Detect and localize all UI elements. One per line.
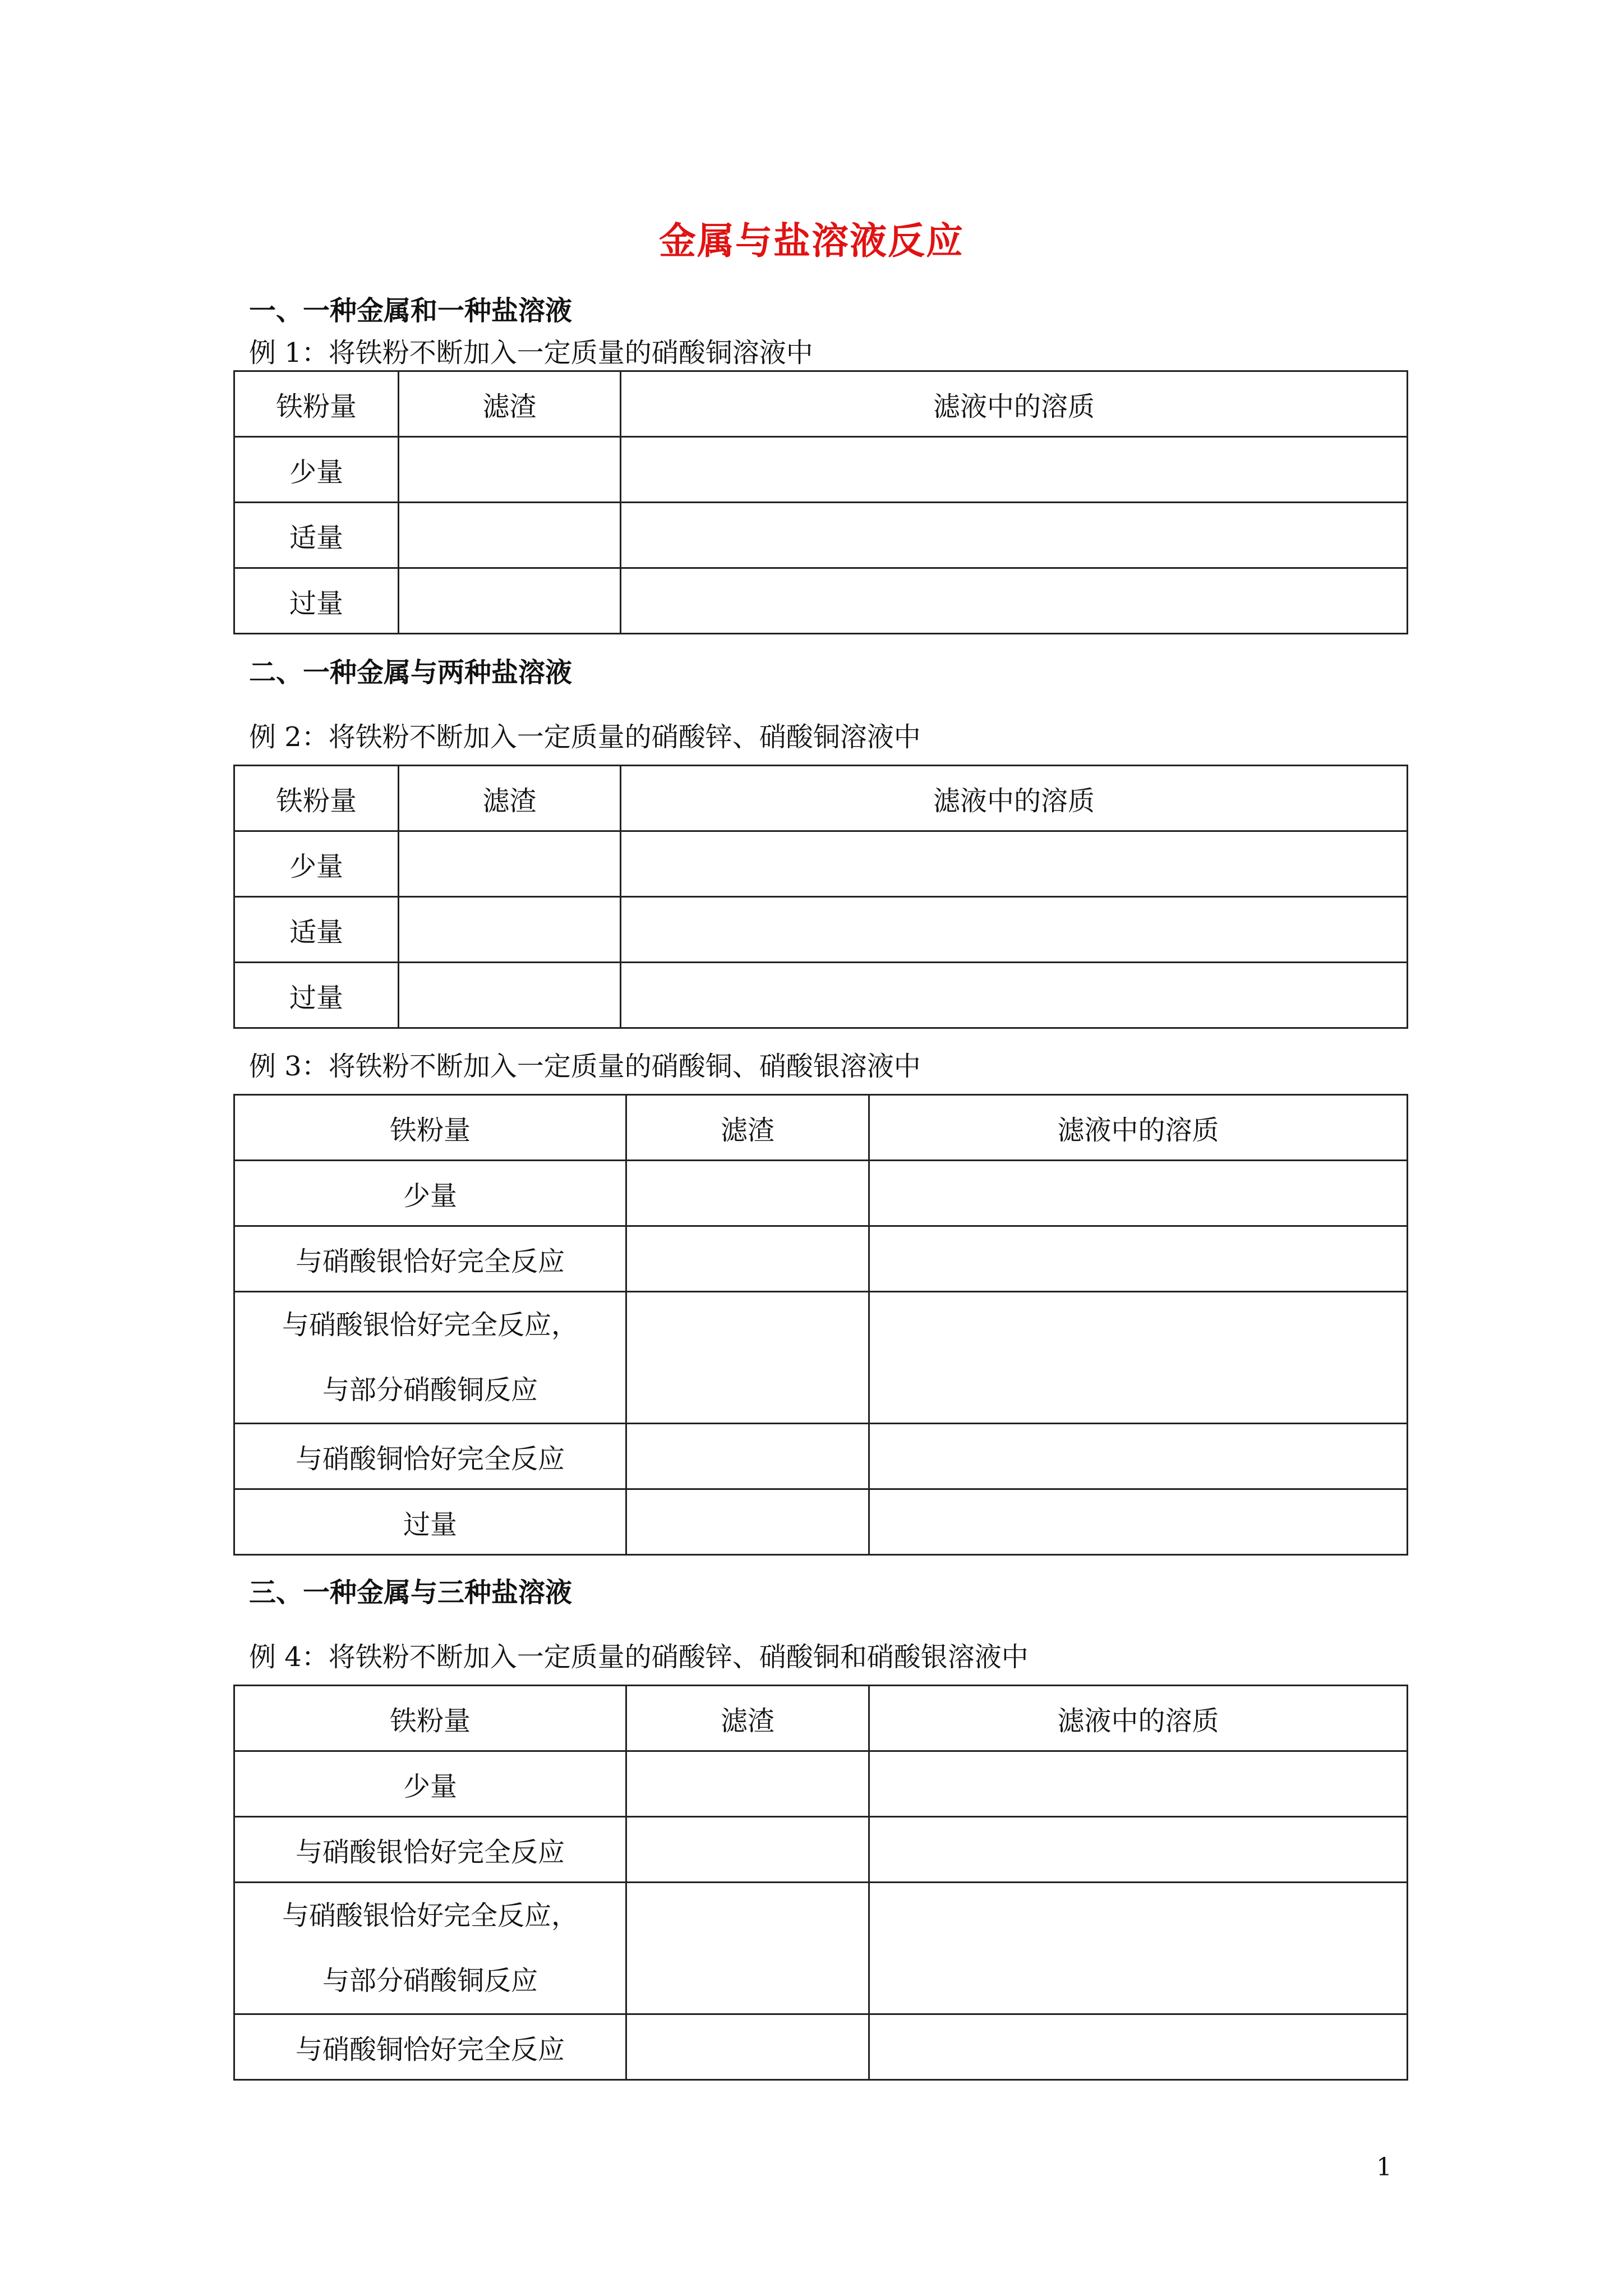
residue-cell[interactable] (626, 1292, 869, 1424)
row-label: 适量 (234, 503, 399, 568)
example-2-text: 例 2：将铁粉不断加入一定质量的硝酸锌、硝酸铜溶液中 (249, 721, 921, 753)
table-example-2 (233, 765, 1408, 1029)
row-label: 与硝酸铜恰好完全反应 (234, 2014, 626, 2080)
solute-cell[interactable] (869, 1751, 1408, 1817)
residue-cell[interactable] (399, 897, 621, 963)
example-1-text: 例 1：将铁粉不断加入一定质量的硝酸铜溶液中 (249, 337, 813, 369)
row-label: 与硝酸铜恰好完全反应 (234, 1424, 626, 1489)
row-label: 少量 (234, 831, 399, 897)
header-iron-amount: 铁粉量 (234, 1686, 626, 1751)
table-row (234, 1883, 1408, 2014)
solute-cell[interactable] (869, 1161, 1408, 1226)
row-label: 与硝酸银恰好完全反应 (234, 1226, 626, 1292)
residue-cell[interactable] (626, 1817, 869, 1883)
solute-cell[interactable] (869, 2014, 1408, 2080)
row-label-line-1: 与硝酸银恰好完全反应， (282, 1309, 578, 1341)
header-solute: 滤液中的溶质 (621, 371, 1408, 437)
row-label: 与硝酸银恰好完全反应 (234, 1817, 626, 1883)
solute-cell[interactable] (869, 1489, 1408, 1555)
solute-cell[interactable] (869, 1817, 1408, 1883)
table-row (234, 1226, 1408, 1292)
table-row (234, 1161, 1408, 1226)
table-row (234, 1292, 1408, 1424)
page-number: 1 (1376, 2153, 1392, 2182)
row-label: 适量 (234, 897, 399, 963)
section-heading-3: 三、一种金属与三种盐溶液 (249, 1577, 573, 1608)
row-label: 过量 (234, 963, 399, 1028)
table-row (234, 1424, 1408, 1489)
row-label-two-line (234, 1292, 626, 1424)
header-residue: 滤渣 (399, 371, 621, 437)
residue-cell[interactable] (626, 2014, 869, 2080)
header-iron-amount: 铁粉量 (234, 371, 399, 437)
page-title: 金属与盐溶液反应 (659, 219, 964, 263)
residue-cell[interactable] (626, 1424, 869, 1489)
table-header-row (234, 1686, 1408, 1751)
table-row (234, 568, 1408, 634)
table-example-3 (233, 1094, 1408, 1556)
solute-cell[interactable] (621, 437, 1408, 503)
row-label-line-2: 与部分硝酸铜反应 (322, 1965, 538, 1996)
table-row (234, 963, 1408, 1028)
residue-cell[interactable] (626, 1751, 869, 1817)
solute-cell[interactable] (869, 1226, 1408, 1292)
solute-cell[interactable] (621, 568, 1408, 634)
row-label: 过量 (234, 1489, 626, 1555)
residue-cell[interactable] (399, 437, 621, 503)
row-label: 少量 (234, 1751, 626, 1817)
table-header-row (234, 371, 1408, 437)
row-label: 少量 (234, 437, 399, 503)
row-label: 少量 (234, 1161, 626, 1226)
table-example-1 (233, 370, 1408, 634)
table-example-4 (233, 1685, 1408, 2081)
row-label-line-2: 与部分硝酸铜反应 (322, 1374, 538, 1406)
table-row (234, 831, 1408, 897)
residue-cell[interactable] (626, 1226, 869, 1292)
table-row (234, 1817, 1408, 1883)
table-row (234, 1751, 1408, 1817)
table-row (234, 897, 1408, 963)
header-residue: 滤渣 (626, 1686, 869, 1751)
header-residue: 滤渣 (399, 766, 621, 831)
row-label-line-1: 与硝酸银恰好完全反应， (282, 1900, 578, 1931)
residue-cell[interactable] (399, 963, 621, 1028)
table-header-row (234, 1095, 1408, 1161)
row-label-two-line (234, 1883, 626, 2014)
header-solute: 滤液中的溶质 (869, 1095, 1408, 1161)
solute-cell[interactable] (869, 1883, 1408, 2014)
residue-cell[interactable] (626, 1161, 869, 1226)
residue-cell[interactable] (399, 831, 621, 897)
table-row (234, 2014, 1408, 2080)
header-iron-amount: 铁粉量 (234, 766, 399, 831)
section-heading-2: 二、一种金属与两种盐溶液 (249, 657, 573, 688)
table-row (234, 1489, 1408, 1555)
row-label: 过量 (234, 568, 399, 634)
solute-cell[interactable] (869, 1424, 1408, 1489)
solute-cell[interactable] (869, 1292, 1408, 1424)
table-row (234, 437, 1408, 503)
solute-cell[interactable] (621, 897, 1408, 963)
residue-cell[interactable] (626, 1883, 869, 2014)
header-solute: 滤液中的溶质 (869, 1686, 1408, 1751)
table-header-row (234, 766, 1408, 831)
solute-cell[interactable] (621, 963, 1408, 1028)
header-residue: 滤渣 (626, 1095, 869, 1161)
section-heading-1: 一、一种金属和一种盐溶液 (249, 295, 573, 326)
header-iron-amount: 铁粉量 (234, 1095, 626, 1161)
residue-cell[interactable] (399, 568, 621, 634)
residue-cell[interactable] (399, 503, 621, 568)
table-row (234, 503, 1408, 568)
example-3-text: 例 3：将铁粉不断加入一定质量的硝酸铜、硝酸银溶液中 (249, 1051, 921, 1082)
residue-cell[interactable] (626, 1489, 869, 1555)
solute-cell[interactable] (621, 503, 1408, 568)
example-4-text: 例 4：将铁粉不断加入一定质量的硝酸锌、硝酸铜和硝酸银溶液中 (249, 1641, 1029, 1673)
solute-cell[interactable] (621, 831, 1408, 897)
header-solute: 滤液中的溶质 (621, 766, 1408, 831)
